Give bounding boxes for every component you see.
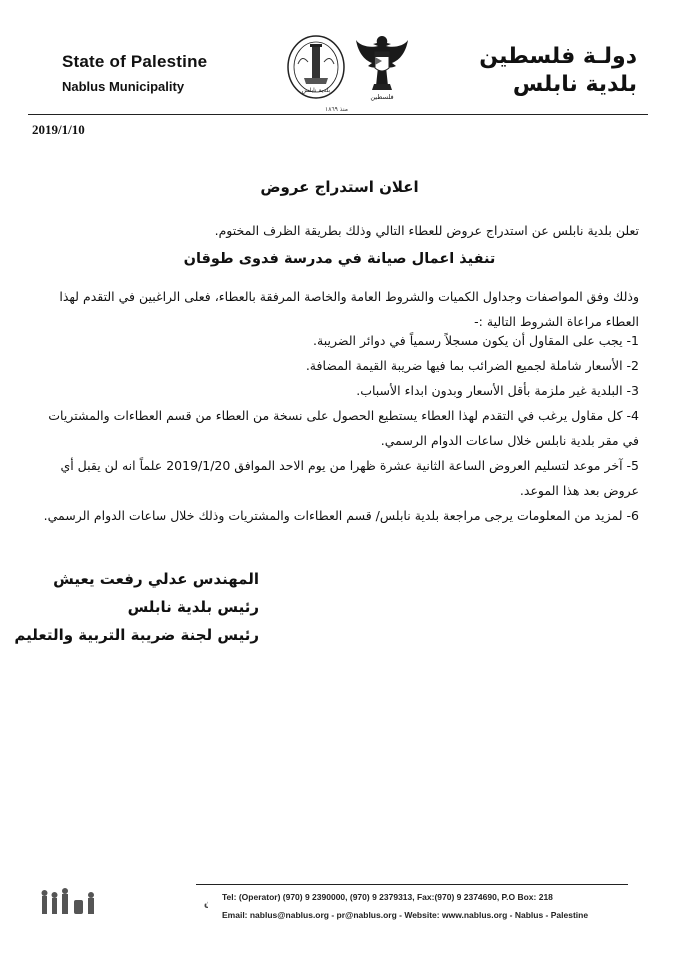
eagle-caption: فلسطين [370, 93, 394, 101]
conditions-intro-paragraph: وذلك وفق المواصفات وجداول الكميات والشروط العامة والخاصة المرفقة بالعطاء، فعلى الراغبين في التقدم لهذا العطاء مراعاة الشروط التالية :- [59, 289, 639, 329]
footer-slogan-text [204, 898, 208, 909]
condition-item: 1- يجب على المقاول أن يكون مسجلاً رسمياً في دوائر الضريبة. [313, 333, 639, 348]
footer-divider [196, 884, 628, 885]
org-name-arabic [479, 44, 637, 98]
footer-contact [222, 888, 588, 924]
nablus-municipality-logo [286, 34, 346, 100]
org-municipality-en: Nablus Municipality [62, 79, 185, 94]
conditions-list [29, 328, 639, 528]
palestine-eagle-emblem [354, 30, 410, 102]
condition-item: 2- الأسعار شاملة لجميع الضرائب بما فيها ضريبة القيمة المضافة. [305, 358, 639, 373]
signature-block [14, 565, 259, 649]
announcement-title: اعلان استدراج عروض [260, 178, 419, 196]
org-municipality-ar: بلدية نابلس [512, 72, 637, 97]
document-date: 2019/1/10 [32, 122, 85, 137]
footer-slogan-artwork [38, 884, 208, 918]
condition-item: 4- كل مقاول يرغب في التقدم لهذا العطاء يستطيع الحصول على نسخة من العطاء من قسم العطاءات والمشتريات في مقر بلدية نابلس خلال ساعات الدوام الرسمي. [48, 408, 639, 448]
project-title: تنفيذ اعمال صيانة في مدرسة فدوى طوقان [183, 251, 496, 267]
condition-item: 5- آخر موعد لتسليم العروض الساعة الثانية عشرة ظهرا من يوم الاحد الموافق 2019/1/20 علماً انه لن يقبل أي عروض بعد هذا الموعد. [60, 458, 639, 498]
signatory-name: المهندس عدلي رفعت يعيش [53, 570, 259, 588]
founding-note: منذ ١٨٦٩ [325, 106, 348, 113]
intro-text: تعلن بلدية نابلس عن استدراج عروض للعطاء التالي وذلك بطريقة الظرف المختوم. [214, 223, 639, 238]
org-state-en: State of Palestine [62, 52, 208, 71]
signatory-title-mayor: رئيس بلدية نابلس [127, 598, 259, 616]
condition-item: 3- البلدية غير ملزمة بأقل الأسعار وبدون ابداء الأسباب. [356, 383, 639, 398]
logo-caption: بلدية نابلس [301, 87, 331, 94]
footer-email-line: Email: nablus@nablus.org - pr@nablus.org - Website: www.nablus.org - Nablus - Palestine [222, 910, 589, 920]
org-name-english [62, 52, 207, 94]
footer-phone-line: Tel: (Operator) (970) 9 2390000, (970) 9 2379313, Fax:(970) 9 2374690, P.O Box: 218 [222, 892, 553, 902]
condition-item: 6- لمزيد من المعلومات يرجى مراجعة بلدية نابلس/ قسم العطاءات والمشتريات وذلك خلال ساعات الدوام الرسمي. [43, 508, 639, 523]
signatory-title-committee: رئيس لجنة ضريبة التربية والتعليم [14, 626, 259, 644]
header-divider [28, 114, 648, 115]
org-state-ar: دولـة فلسطين [479, 44, 637, 69]
